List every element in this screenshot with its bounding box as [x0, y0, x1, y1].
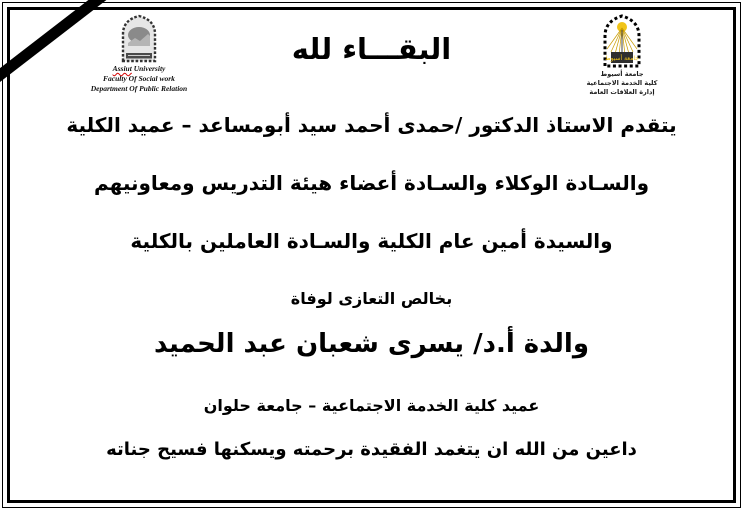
- university-name-rest: University: [133, 64, 166, 73]
- prayer-line: داعين من الله ان يتغمد الفقيدة برحمته ويسكنها فسيح جناته: [106, 439, 637, 460]
- left-logo-department-line: Department Of Public Relation: [90, 83, 188, 93]
- document-title: البقـــاء لله: [291, 32, 452, 66]
- condolence-sender-line: يتقدم الاستاذ الدكتور /حمدى أحمد سيد أبومساعد – عميد الكلية: [66, 113, 677, 137]
- right-logo-university-line: جامعة أسيوط: [600, 70, 644, 78]
- bereaved-title-line: عميد كلية الخدمة الاجتماعية – جامعة حلوان: [203, 396, 540, 415]
- vice-deans-faculty-line: والسـادة الوكلاء والسـادة أعضاء هيئة التدريس ومعاونيهم: [93, 171, 650, 195]
- right-logo-faculty-line: كلية الخدمة الاجتماعية: [586, 79, 658, 88]
- condolence-phrase-line: بخالص التعازى لوفاة: [290, 289, 453, 308]
- right-logo-department-line: إدارة العلاقات العامة: [589, 88, 655, 97]
- right-logo-block: [572, 13, 672, 97]
- university-emblem-color-icon: [598, 13, 646, 69]
- university-name-misspelled: Assiut: [112, 64, 132, 73]
- university-emblem-gray-icon: [117, 13, 161, 63]
- left-logo-university-line: [84, 64, 194, 74]
- left-logo-block: [84, 13, 194, 93]
- secretary-staff-line: والسيدة أمين عام الكلية والسـادة العاملين بالكلية: [130, 229, 613, 253]
- deceased-relation-name-line: والدة أ.د/ يسرى شعبان عبد الحميد: [154, 329, 589, 359]
- left-logo-faculty-line: Faculty Of Social work: [103, 73, 175, 83]
- emblem-arabic-text: جامعة أسيوط: [605, 55, 639, 62]
